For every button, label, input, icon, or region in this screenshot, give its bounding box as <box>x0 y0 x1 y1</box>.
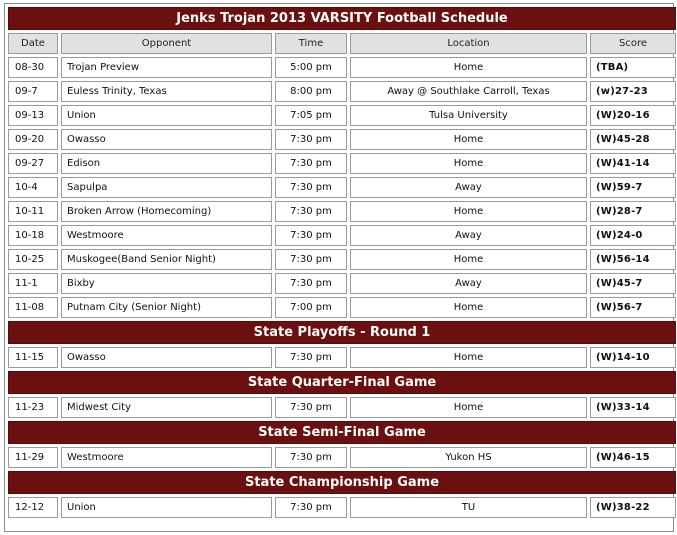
column-header-opponent: Opponent <box>61 33 272 54</box>
game-score: (W)24-0 <box>590 225 676 246</box>
game-date: 08-30 <box>8 57 58 78</box>
game-opponent: Trojan Preview <box>61 57 272 78</box>
game-score: (W)41-14 <box>590 153 676 174</box>
game-opponent: Muskogee(Band Senior Night) <box>61 249 272 270</box>
game-row <box>8 81 676 102</box>
game-location: Home <box>350 397 587 418</box>
game-time: 7:30 pm <box>275 249 347 270</box>
football-schedule <box>4 3 674 532</box>
game-opponent: Midwest City <box>61 397 272 418</box>
game-time: 7:30 pm <box>275 497 347 518</box>
game-location: TU <box>350 497 587 518</box>
playoff-round-header <box>8 421 676 444</box>
game-date: 10-18 <box>8 225 58 246</box>
game-location: Away <box>350 177 587 198</box>
game-row <box>8 397 676 418</box>
column-header-time: Time <box>275 33 347 54</box>
game-date: 10-4 <box>8 177 58 198</box>
game-location: Home <box>350 153 587 174</box>
game-opponent: Broken Arrow (Homecoming) <box>61 201 272 222</box>
playoff-round-header <box>8 371 676 394</box>
column-header-date: Date <box>8 33 58 54</box>
game-row <box>8 225 676 246</box>
game-opponent: Westmoore <box>61 447 272 468</box>
game-opponent: Edison <box>61 153 272 174</box>
game-opponent: Owasso <box>61 347 272 368</box>
game-score: (W)56-7 <box>590 297 676 318</box>
game-date: 11-15 <box>8 347 58 368</box>
game-row <box>8 249 676 270</box>
game-location: Home <box>350 201 587 222</box>
game-time: 7:30 pm <box>275 397 347 418</box>
game-score: (W)59-7 <box>590 177 676 198</box>
game-date: 11-1 <box>8 273 58 294</box>
column-header-location: Location <box>350 33 587 54</box>
game-date: 09-20 <box>8 129 58 150</box>
game-opponent: Putnam City (Senior Night) <box>61 297 272 318</box>
game-opponent: Union <box>61 105 272 126</box>
game-row <box>8 297 676 318</box>
game-opponent: Westmoore <box>61 225 272 246</box>
game-opponent: Union <box>61 497 272 518</box>
game-location: Home <box>350 129 587 150</box>
playoff-round-title: State Semi-Final Game <box>8 421 676 444</box>
playoff-round-title: State Championship Game <box>8 471 676 494</box>
game-row <box>8 129 676 150</box>
game-location: Yukon HS <box>350 447 587 468</box>
game-location: Tulsa University <box>350 105 587 126</box>
game-date: 12-12 <box>8 497 58 518</box>
game-location: Home <box>350 249 587 270</box>
game-score: (W)33-14 <box>590 397 676 418</box>
column-header-score: Score <box>590 33 676 54</box>
game-score: (W)45-28 <box>590 129 676 150</box>
playoff-round-title: State Quarter-Final Game <box>8 371 676 394</box>
playoff-round-header <box>8 471 676 494</box>
game-location: Away <box>350 273 587 294</box>
game-time: 7:30 pm <box>275 347 347 368</box>
game-time: 7:30 pm <box>275 447 347 468</box>
game-row <box>8 447 676 468</box>
game-time: 7:05 pm <box>275 105 347 126</box>
playoff-round-header <box>8 321 676 344</box>
game-date: 11-29 <box>8 447 58 468</box>
game-score: (W)45-7 <box>590 273 676 294</box>
game-row <box>8 497 676 518</box>
game-date: 11-08 <box>8 297 58 318</box>
game-time: 7:30 pm <box>275 273 347 294</box>
game-score: (W)14-10 <box>590 347 676 368</box>
game-opponent: Owasso <box>61 129 272 150</box>
game-score: (w)27-23 <box>590 81 676 102</box>
game-location: Home <box>350 347 587 368</box>
game-opponent: Bixby <box>61 273 272 294</box>
game-time: 7:30 pm <box>275 129 347 150</box>
game-time: 7:30 pm <box>275 153 347 174</box>
game-date: 10-25 <box>8 249 58 270</box>
column-header-row <box>8 33 676 54</box>
game-time: 7:00 pm <box>275 297 347 318</box>
game-row <box>8 105 676 126</box>
game-time: 5:00 pm <box>275 57 347 78</box>
game-row <box>8 57 676 78</box>
game-score: (W)38-22 <box>590 497 676 518</box>
game-time: 7:30 pm <box>275 201 347 222</box>
game-score: (W)46-15 <box>590 447 676 468</box>
game-row <box>8 201 676 222</box>
game-time: 7:30 pm <box>275 177 347 198</box>
game-date: 11-23 <box>8 397 58 418</box>
game-location: Away @ Southlake Carroll, Texas <box>350 81 587 102</box>
game-location: Home <box>350 57 587 78</box>
game-location: Away <box>350 225 587 246</box>
game-date: 09-13 <box>8 105 58 126</box>
game-score: (TBA) <box>590 57 676 78</box>
game-row <box>8 177 676 198</box>
game-date: 10-11 <box>8 201 58 222</box>
schedule-title: Jenks Trojan 2013 VARSITY Football Schedule <box>8 7 676 30</box>
game-opponent: Euless Trinity, Texas <box>61 81 272 102</box>
game-row <box>8 153 676 174</box>
playoff-round-title: State Playoffs - Round 1 <box>8 321 676 344</box>
game-score: (W)20-16 <box>590 105 676 126</box>
game-date: 09-7 <box>8 81 58 102</box>
game-location: Home <box>350 297 587 318</box>
game-score: (W)56-14 <box>590 249 676 270</box>
game-row <box>8 347 676 368</box>
game-score: (W)28-7 <box>590 201 676 222</box>
game-time: 8:00 pm <box>275 81 347 102</box>
schedule-title-row <box>8 7 676 30</box>
schedule-table <box>5 4 677 521</box>
game-row <box>8 273 676 294</box>
game-date: 09-27 <box>8 153 58 174</box>
game-time: 7:30 pm <box>275 225 347 246</box>
game-opponent: Sapulpa <box>61 177 272 198</box>
